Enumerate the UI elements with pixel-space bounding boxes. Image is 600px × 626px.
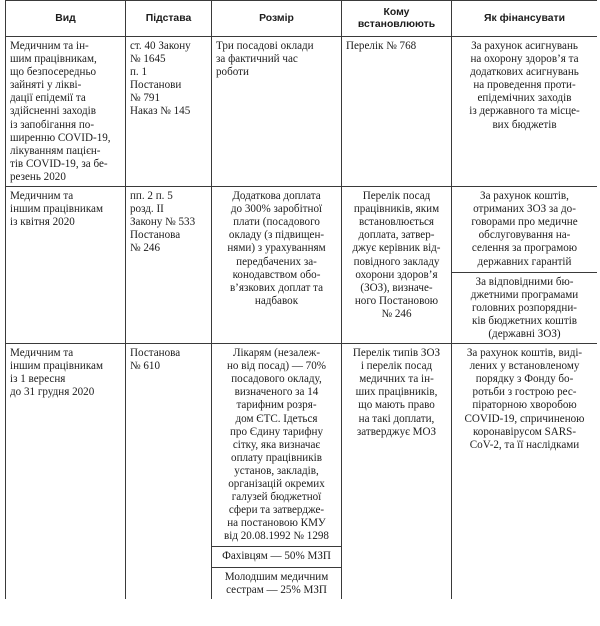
- header-whom-line: встановлюють: [357, 18, 436, 30]
- cell-basis: [126, 344, 212, 599]
- text-line: повідного закладу: [353, 255, 440, 268]
- text-line: до 300% заробітної: [230, 203, 323, 216]
- text-line: № 610: [130, 360, 160, 373]
- text-line: CoV-2, та її наслідками: [469, 438, 580, 451]
- text-line: За рахунок коштів, виді-: [466, 347, 583, 360]
- text-line: Додаткова доплата: [232, 190, 321, 203]
- cell-basis: [126, 187, 212, 344]
- text-line: Медичним та: [10, 190, 74, 203]
- cell-basis: [126, 37, 212, 187]
- text-line: працівників, яким: [353, 203, 440, 216]
- text-line: Лікарям (незалеж-: [232, 347, 321, 360]
- text-line: розд. II: [130, 203, 164, 216]
- text-line: медичних та ін-: [359, 373, 434, 386]
- text-line: тарифним розря-: [236, 399, 317, 412]
- text-line: затверджує МОЗ: [356, 425, 437, 438]
- text-line: Медичним та: [10, 347, 74, 360]
- text-line: За відповідними бю-: [475, 275, 574, 288]
- text-line: коронавірусом SARS-: [472, 425, 577, 438]
- text-line: Перелік типів ЗОЗ: [352, 347, 441, 360]
- header-kind: Вид: [6, 1, 126, 37]
- text-line: за фактичний час: [216, 53, 298, 66]
- text-line: дації епідемії та: [10, 92, 86, 105]
- text-line: передбачених за-: [236, 255, 317, 268]
- header-funding: Як фінансувати: [452, 1, 598, 37]
- header-row: [6, 1, 598, 37]
- text-line: визначеного за 14: [234, 386, 319, 399]
- text-line: із запобігання по-: [10, 118, 95, 131]
- cell-kind: [6, 344, 126, 599]
- text-line: Постанови: [130, 79, 182, 92]
- text-line: обслуговування на-: [478, 229, 571, 242]
- text-line: головних розпорядни-: [471, 301, 577, 314]
- text-line: до 31 грудня 2020: [10, 386, 95, 399]
- text-line: із 1 вересня: [10, 373, 66, 386]
- text-line: здійсненні заходів: [10, 105, 96, 118]
- text-line: оплату працівників: [231, 451, 322, 464]
- text-line: іншим працівникам: [10, 203, 103, 216]
- text-line: надбавок: [254, 294, 299, 307]
- text-line: джує керівник від-: [352, 242, 441, 255]
- text-line: на постановою КМУ: [227, 517, 326, 530]
- text-line: Закону № 533: [130, 216, 196, 229]
- text-line: Фахівцям — 50% МЗП: [222, 550, 331, 563]
- size-junior-nurses: [212, 567, 341, 597]
- size-specialists: [212, 546, 341, 563]
- text-line: іншим працівникам: [10, 360, 103, 373]
- cell-whom: [342, 37, 452, 187]
- text-line: пп. 2 п. 5: [130, 190, 173, 203]
- text-line: організацій окремих: [228, 478, 325, 490]
- text-line: но від посад) — 70%: [226, 360, 327, 373]
- text-line: лених у встановленому: [469, 360, 580, 373]
- text-line: Постанова: [130, 347, 181, 360]
- text-line: на охорону здоров’я та: [470, 53, 579, 66]
- text-line: державних гарантій: [477, 255, 572, 268]
- cell-whom: [342, 187, 452, 344]
- text-line: про Єдину тарифну: [229, 425, 324, 438]
- cell-funding: [452, 37, 598, 187]
- text-line: епідемічних заходів: [477, 92, 572, 105]
- text-line: № 246: [381, 307, 412, 320]
- cell-whom: [342, 344, 452, 599]
- text-line: нями) з урахуванням: [227, 242, 326, 255]
- cell-size: [212, 344, 342, 599]
- text-line: охорони здоров’я: [355, 268, 438, 281]
- header-whom-line: Кому: [383, 7, 410, 18]
- text-line: сестрам — 25% МЗП: [226, 583, 327, 596]
- header-whom: [342, 1, 452, 37]
- text-line: із державного та місце-: [469, 105, 580, 118]
- text-line: посадового окладу,: [231, 373, 322, 386]
- text-line: що мають право: [358, 399, 435, 412]
- funding-option-a: [456, 190, 593, 269]
- text-line: COVID-19, спричиненою: [464, 412, 585, 425]
- text-line: конодавством обо-: [232, 268, 321, 281]
- size-doctors: [216, 347, 337, 543]
- text-line: ротьби з гострою рес-: [472, 386, 577, 399]
- text-line: що безпосередньо: [10, 66, 97, 79]
- cell-funding: [452, 344, 598, 599]
- text-line: Постанова: [130, 229, 181, 242]
- text-line: установ, закладів,: [234, 464, 319, 477]
- text-line: № 791: [130, 92, 160, 105]
- text-line: в’язкових доплат та: [229, 281, 324, 294]
- cell-kind: [6, 187, 126, 344]
- cell-size: [212, 37, 342, 187]
- payments-table: [5, 0, 597, 599]
- text-line: отриманих ЗОЗ за до-: [473, 203, 576, 216]
- header-basis: Підстава: [126, 1, 212, 37]
- text-line: лікуванням пацієн-: [10, 144, 101, 157]
- table-row: [6, 344, 598, 599]
- cell-funding: [452, 187, 598, 344]
- text-line: на проведення проти-: [473, 79, 576, 92]
- text-line: і перелік посад: [360, 360, 433, 373]
- text-line: За рахунок асигнувань: [471, 40, 578, 52]
- text-line: із квітня 2020: [10, 216, 75, 229]
- header-size: Розмір: [212, 1, 342, 37]
- text-line: зайняті у лікві-: [10, 79, 82, 92]
- text-line: сітку, яка визначає: [232, 438, 321, 451]
- text-line: плати (посадового: [233, 216, 320, 229]
- text-line: ших працівників,: [355, 386, 438, 399]
- text-line: селення за програмою: [471, 242, 578, 255]
- text-line: говорами про медичне: [471, 216, 578, 229]
- text-line: дом ЄТС. Ідеться: [235, 412, 318, 425]
- text-line: Перелік № 768: [346, 40, 417, 52]
- cell-size: [212, 187, 342, 344]
- text-line: № 246: [130, 242, 160, 255]
- text-line: (ЗОЗ), визначе-: [360, 281, 433, 294]
- text-line: галузей бюджетної: [231, 491, 322, 504]
- text-line: від 20.08.1992 № 1298: [224, 530, 329, 543]
- text-line: За рахунок коштів,: [480, 190, 569, 203]
- text-line: окладу (з підвищен-: [228, 229, 325, 242]
- text-line: ного Постановою: [354, 294, 439, 307]
- text-line: доплата, затвер-: [358, 229, 435, 242]
- text-line: ширенню COVID-19,: [10, 131, 111, 144]
- table-row: [6, 187, 598, 344]
- text-line: Перелік посад: [362, 190, 431, 203]
- text-line: роботи: [216, 66, 249, 79]
- text-line: додаткових асигнувань: [470, 66, 579, 79]
- funding-option-b: [452, 272, 597, 341]
- text-line: порядку з Фонду бо-: [475, 373, 574, 386]
- text-line: резень 2020: [10, 170, 66, 183]
- text-line: тів COVID-19, за бе-: [10, 157, 108, 170]
- text-line: сфери та затвердже-: [228, 504, 325, 517]
- text-line: (державні ЗОЗ): [488, 327, 561, 340]
- text-line: № 1645: [130, 53, 166, 66]
- text-line: на такі доплати,: [358, 412, 435, 425]
- table-row: [6, 37, 598, 187]
- text-line: джетними програмами: [470, 288, 579, 301]
- document-page: [5, 0, 597, 626]
- text-line: Наказ № 145: [130, 105, 191, 118]
- cell-kind: [6, 37, 126, 187]
- text-line: встановлюється: [358, 216, 435, 229]
- text-line: Три посадові оклади: [216, 40, 314, 52]
- text-line: Молодшим медичним: [224, 570, 329, 583]
- text-line: вих бюджетів: [492, 118, 557, 131]
- text-line: п. 1: [130, 66, 148, 79]
- text-line: Медичним та ін-: [10, 40, 89, 52]
- text-line: ків бюджетних коштів: [471, 314, 578, 327]
- text-line: піраторною хворобою: [472, 399, 577, 412]
- text-line: ст. 40 Закону: [130, 40, 191, 52]
- text-line: шим працівникам,: [10, 53, 97, 66]
